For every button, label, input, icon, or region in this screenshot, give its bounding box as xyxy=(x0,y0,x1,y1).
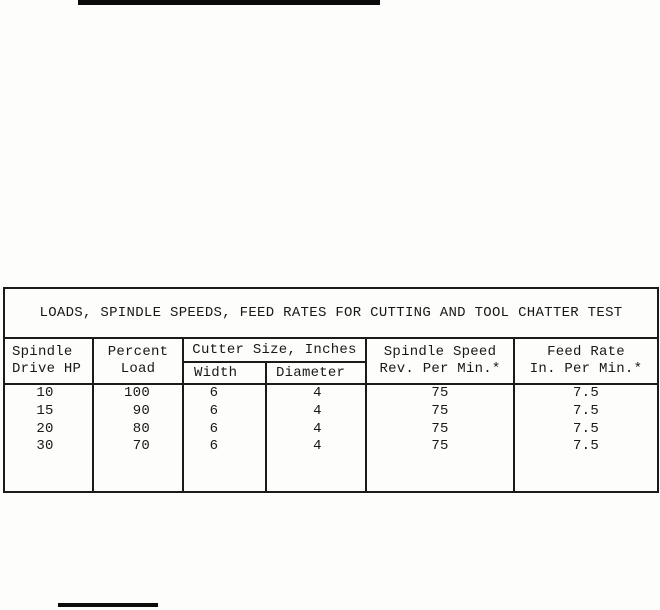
cell-value: 7.5 xyxy=(573,402,599,419)
cell-value: 7.5 xyxy=(573,420,599,437)
cell-value: 15 xyxy=(36,402,54,419)
cell-value: 6 xyxy=(209,420,219,437)
table-title-row xyxy=(4,288,658,338)
cell-value: 75 xyxy=(431,420,449,437)
cell-value: 4 xyxy=(313,438,322,455)
cell-value: 4 xyxy=(313,402,322,419)
cell-value: 100 xyxy=(124,385,150,401)
cell-value: 80 xyxy=(132,420,150,437)
cell-value: 4 xyxy=(313,385,322,401)
cell-value: 75 xyxy=(431,385,449,401)
column-values-spindle-drive-hp xyxy=(4,384,93,492)
cell-value: 6 xyxy=(209,438,219,455)
column-header-diameter: Diameter xyxy=(266,362,366,384)
cell-value: 75 xyxy=(431,438,449,455)
cell-value: 10 xyxy=(36,385,54,401)
cell-value: 6 xyxy=(209,385,219,401)
loads-speeds-feed-rates-table xyxy=(3,287,659,493)
column-header-percent-load xyxy=(93,338,183,384)
cell-value: 7.5 xyxy=(573,385,599,401)
cell-value: 4 xyxy=(313,420,322,437)
bottom-horizontal-rule xyxy=(58,603,158,607)
column-values-percent-load xyxy=(93,384,183,492)
header-line: Percent xyxy=(107,344,169,360)
header-line: Load xyxy=(120,361,156,377)
table-header-row-1 xyxy=(4,338,658,362)
header-line: Spindle xyxy=(12,344,73,360)
cell-value: 20 xyxy=(36,420,54,437)
header-line: Drive HP xyxy=(12,361,82,377)
column-values-spindle-speed xyxy=(366,384,514,492)
header-line: In. Per Min.* xyxy=(529,361,643,377)
table-title: LOADS, SPINDLE SPEEDS, FEED RATES FOR CUTTING AND TOOL CHATTER TEST xyxy=(4,288,658,338)
cell-value: 75 xyxy=(431,402,449,419)
cell-value: 90 xyxy=(132,402,150,419)
column-values-diameter xyxy=(266,384,366,492)
cell-value: 70 xyxy=(132,438,150,455)
column-header-spindle-drive-hp xyxy=(4,338,93,384)
top-horizontal-rule xyxy=(78,0,380,5)
column-values-width xyxy=(183,384,266,492)
cell-value: 7.5 xyxy=(573,438,599,455)
header-line: Spindle Speed xyxy=(383,344,497,360)
column-header-feed-rate xyxy=(514,338,658,384)
data-table xyxy=(3,287,659,493)
header-line: Feed Rate xyxy=(547,344,625,360)
table-data-area xyxy=(4,384,658,492)
column-header-width: Width xyxy=(183,362,266,384)
cell-value: 6 xyxy=(209,402,219,419)
column-group-header-cutter-size: Cutter Size, Inches xyxy=(183,338,366,362)
header-line: Rev. Per Min.* xyxy=(379,361,501,377)
column-values-feed-rate xyxy=(514,384,658,492)
column-header-spindle-speed xyxy=(366,338,514,384)
cell-value: 30 xyxy=(36,438,54,455)
